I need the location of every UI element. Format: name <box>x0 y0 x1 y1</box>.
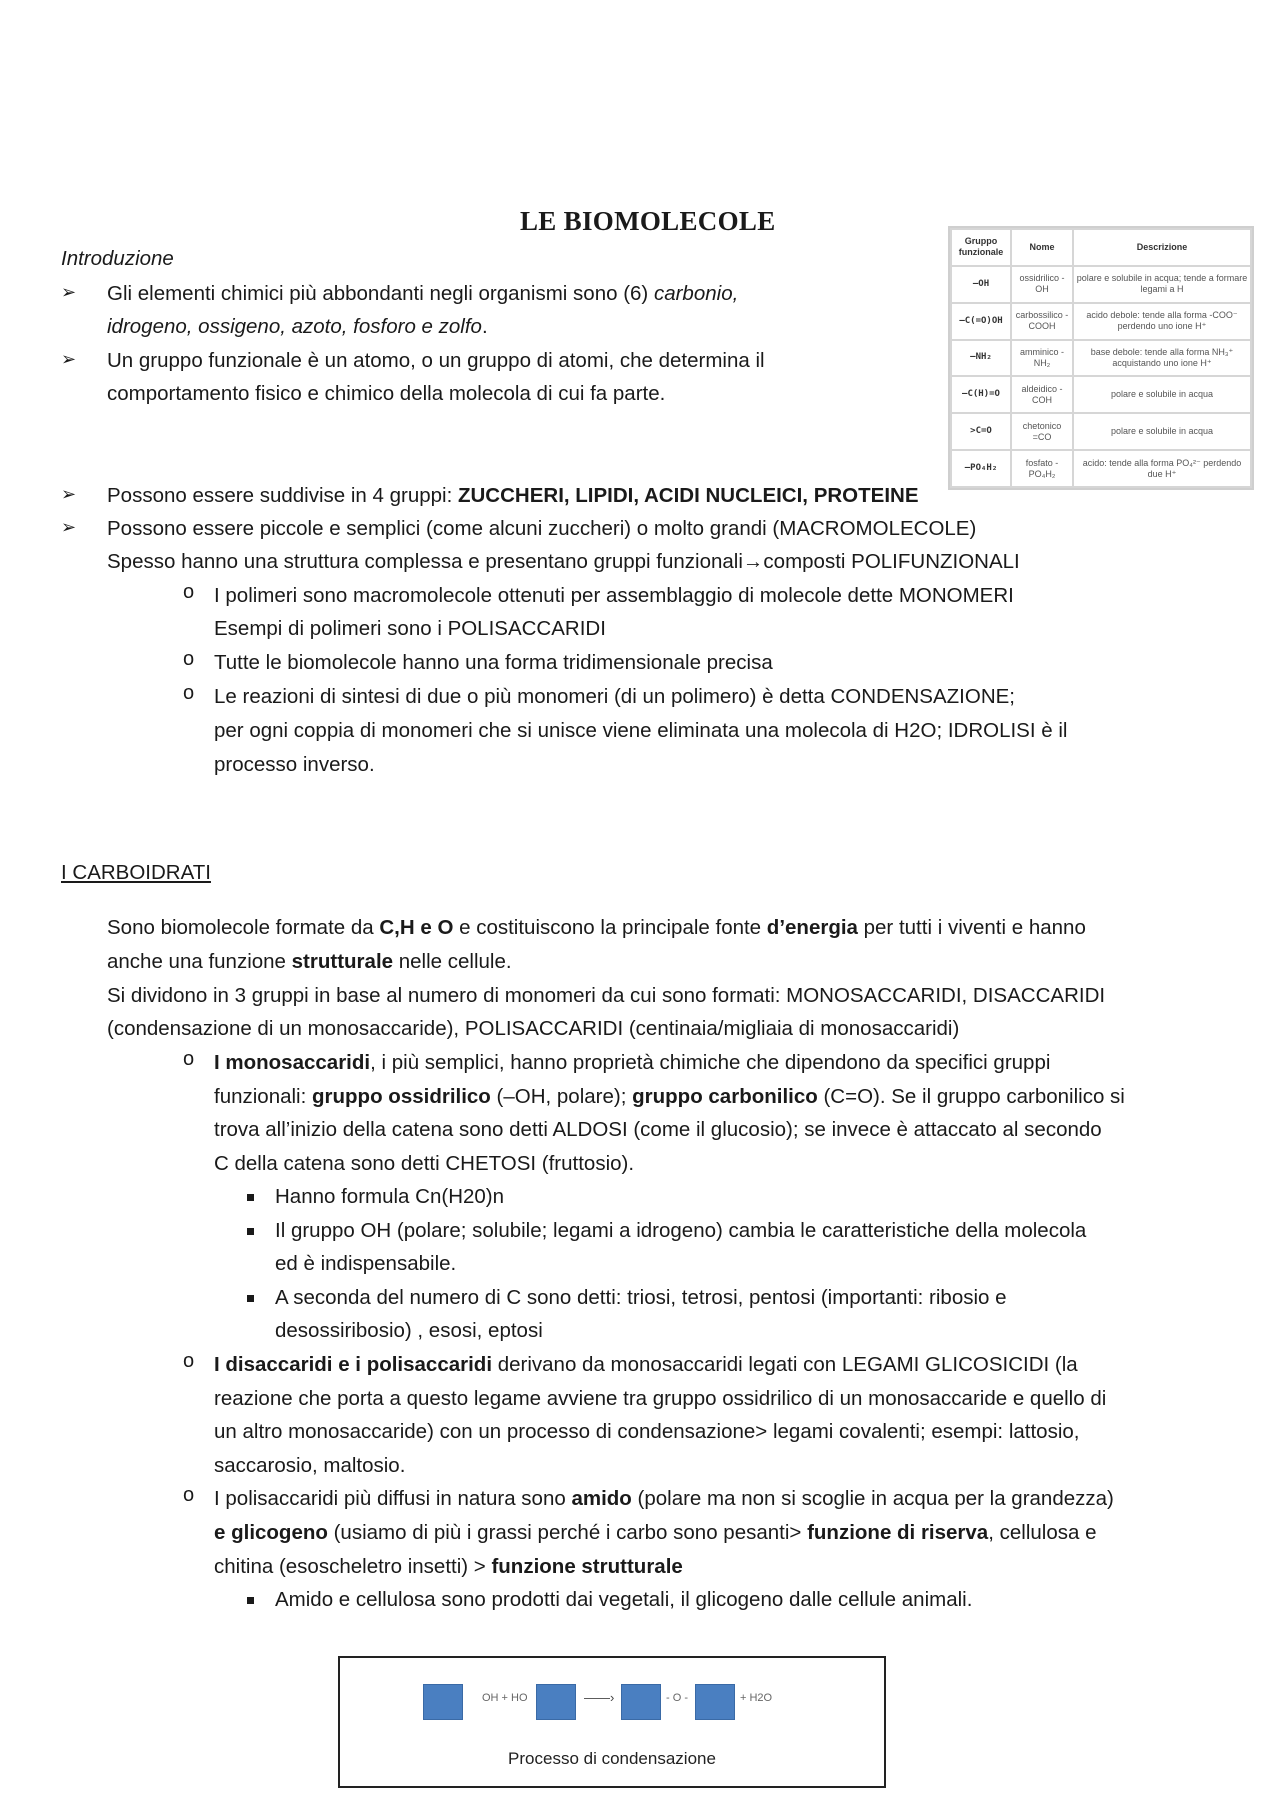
right-arrow-icon: → <box>742 550 764 573</box>
monomer-square <box>536 1684 576 1720</box>
polisaccaridi-subpoint: Amido e cellulosa sono prodotti dai vegetali, il glicogeno dalle cellule animali. <box>275 1588 973 1611</box>
monosaccaridi-subpoint-cont: ed è indispensabile. <box>275 1252 457 1275</box>
functional-groups-table <box>948 226 1254 490</box>
text-span: gruppo ossidrilico <box>312 1085 491 1108</box>
groups-sub-3-cont: processo inverso. <box>214 753 375 776</box>
monosaccaridi-line: C della catena sono detti CHETOSI (fruttosio). <box>214 1152 635 1175</box>
text-span: gruppo carbonilico <box>632 1085 818 1108</box>
groups-sub-1: I polimeri sono macromolecole ottenuti per assemblaggio di molecole dette MONOMERI <box>214 584 1014 607</box>
arrow-bullet-icon: ➢ <box>61 484 77 504</box>
table-cell-description: acido: tende alla forma PO₄²⁻ perdendo due H⁺ <box>1073 450 1251 487</box>
diagram-label-o-bond: - O - <box>666 1692 688 1704</box>
disaccaridi-line: reazione che porta a questo legame avviene tra gruppo ossidrilico di un monosaccaride e quello di <box>214 1387 1107 1410</box>
monosaccaridi-subpoint: A seconda del numero di C sono detti: triosi, tetrosi, pentosi (importanti: ribosio e <box>275 1286 1007 1309</box>
intro-bullet-1-cont <box>107 312 488 342</box>
table-cell-name: amminico - NH₂ <box>1011 340 1073 377</box>
table-header-cell: Gruppo funzionale <box>951 229 1011 266</box>
monosaccaridi-subpoint: Hanno formula Cn(H20)n <box>275 1185 505 1208</box>
table-cell-description: acido debole: tende alla forma -COO⁻ perdendo uno ione H⁺ <box>1073 303 1251 340</box>
groups-sub-2: Tutte le biomolecole hanno una forma tridimensionale precisa <box>214 651 773 674</box>
polisaccaridi-line <box>214 1552 683 1582</box>
table-cell-formula: —NH₂ <box>951 340 1011 377</box>
table-cell-formula: —PO₄H₂ <box>951 450 1011 487</box>
monosaccaridi-subpoint: Il gruppo OH (polare; solubile; legami a idrogeno) cambia le caratteristiche della molecola <box>275 1219 1087 1242</box>
groups-line-polifunzionali <box>107 547 1020 577</box>
text-span: Possono essere suddivise in 4 gruppi: <box>107 484 458 507</box>
table-row <box>951 376 1251 413</box>
text-span: carbonio, <box>653 282 739 305</box>
table-cell-description: base debole: tende alla forma NH₃⁺ acquistando uno ione H⁺ <box>1073 340 1251 377</box>
text-span: , i più semplici, hanno proprietà chimiche che dipendono da specifici gruppi <box>370 1051 1051 1074</box>
table-row <box>951 266 1251 303</box>
text-span: funzionali: <box>214 1085 313 1108</box>
groups-sub-3: Le reazioni di sintesi di due o più monomeri (di un polimero) è detta CONDENSAZIONE; <box>214 685 1015 708</box>
text-span: anche una funzione <box>107 950 292 973</box>
polisaccaridi-line <box>214 1484 1114 1514</box>
disaccaridi-line <box>214 1350 1078 1380</box>
text-span: funzione strutturale <box>491 1555 683 1578</box>
diagram-label-oh-ho: OH + HO <box>482 1692 528 1704</box>
table-cell-formula: —OH <box>951 266 1011 303</box>
text-span: (polare ma non si scoglie in acqua per la grandezza) <box>631 1487 1114 1510</box>
monomer-square <box>423 1684 463 1720</box>
table-row <box>951 340 1251 377</box>
table-row <box>951 413 1251 450</box>
text-span: I monosaccaridi <box>214 1051 371 1074</box>
condensation-diagram <box>338 1656 886 1788</box>
square-bullet-icon <box>247 1228 254 1235</box>
arrow-bullet-icon: ➢ <box>61 517 77 537</box>
table-cell-formula: —C(H)=O <box>951 376 1011 413</box>
intro-bullet-2: Un gruppo funzionale è un atomo, o un gruppo di atomi, che determina il <box>107 349 765 372</box>
text-span: Sono biomolecole formate da <box>107 916 380 939</box>
table-cell-description: polare e solubile in acqua <box>1073 376 1251 413</box>
text-span: composti POLIFUNZIONALI <box>763 550 1020 573</box>
text-span: e glicogeno <box>214 1521 328 1544</box>
text-span: strutturale <box>291 950 394 973</box>
carbo-paragraph: (condensazione di un monosaccaride), POLISACCARIDI (centinaia/migliaia di monosaccaridi) <box>107 1017 960 1040</box>
circle-bullet-icon: o <box>183 1484 195 1506</box>
circle-bullet-icon: o <box>183 648 195 670</box>
groups-sub-1-cont: Esempi di polimeri sono i POLISACCARIDI <box>214 617 606 640</box>
text-span: nelle cellule. <box>393 950 512 973</box>
text-span: ZUCCHERI, LIPIDI, ACIDI NUCLEICI, PROTEINE <box>457 484 919 507</box>
groups-sub-3-cont: per ogni coppia di monomeri che si unisce viene eliminata una molecola di H2O; IDROLISI è il <box>214 719 1068 742</box>
intro-bullet-2-cont: comportamento fisico e chimico della molecola di cui fa parte. <box>107 382 666 405</box>
table-row <box>951 450 1251 487</box>
table-header-cell: Descrizione <box>1073 229 1251 266</box>
text-span: Spesso hanno una struttura complessa e presentano gruppi funzionali <box>107 550 743 573</box>
carbo-paragraph <box>107 947 512 977</box>
text-span: funzione di riserva <box>807 1521 989 1544</box>
carbo-paragraph: Si dividono in 3 gruppi in base al numero di monomeri da cui sono formati: MONOSACCARIDI, DISACCARIDI <box>107 984 1106 1007</box>
monomer-square <box>695 1684 735 1720</box>
groups-bullet-2: Possono essere piccole e semplici (come alcuni zuccheri) o molto grandi (MACROMOLECOLE) <box>107 517 977 540</box>
text-span: idrogeno, ossigeno, azoto, fosforo e zolfo <box>107 315 482 338</box>
polisaccaridi-line <box>214 1518 1096 1548</box>
table-cell-name: ossidrilico - OH <box>1011 266 1073 303</box>
circle-bullet-icon: o <box>183 682 195 704</box>
section-heading-carboidrati: I CARBOIDRATI <box>61 861 211 884</box>
diagram-caption: Processo di condensazione <box>508 1749 716 1768</box>
text-span: (usiamo di più i grassi perché i carbo sono pesanti> <box>327 1521 808 1544</box>
text-span: Gli elementi chimici più abbondanti negli organismi sono (6) <box>107 282 654 305</box>
text-span: , cellulosa e <box>988 1521 1097 1544</box>
square-bullet-icon <box>247 1194 254 1201</box>
reaction-arrow-icon: ——› <box>584 1690 615 1705</box>
circle-bullet-icon: o <box>183 1048 195 1070</box>
table-row <box>951 303 1251 340</box>
monomer-square <box>621 1684 661 1720</box>
diagram-label-h2o: + H2O <box>740 1692 773 1704</box>
monosaccaridi-line <box>214 1048 1050 1078</box>
table-cell-name: carbossilico -COOH <box>1011 303 1073 340</box>
monosaccaridi-line: trova all’inizio della catena sono detti ALDOSI (come il glucosio); se invece è attaccato al secondo <box>214 1118 1102 1141</box>
monosaccaridi-line <box>214 1082 1125 1112</box>
table-cell-description: polare e solubile in acqua; tende a formare legami a H <box>1073 266 1251 303</box>
square-bullet-icon <box>247 1295 254 1302</box>
arrow-bullet-icon: ➢ <box>61 349 77 369</box>
text-span: per tutti i viventi e hanno <box>857 916 1086 939</box>
groups-bullet-1 <box>107 481 919 511</box>
table-cell-name: aldeidico - COH <box>1011 376 1073 413</box>
text-span: amido <box>571 1487 632 1510</box>
text-span: I polisaccaridi più diffusi in natura sono <box>214 1487 572 1510</box>
text-span: d’energia <box>766 916 858 939</box>
page-title: LE BIOMOLECOLE <box>520 206 776 236</box>
text-span: derivano da monosaccaridi legati con LEGAMI GLICOSICIDI (la <box>492 1353 1078 1376</box>
carbo-paragraph <box>107 913 1086 943</box>
text-span: . <box>481 315 488 338</box>
text-span: (–OH, polare); <box>490 1085 633 1108</box>
table-cell-name: chetonico =CO <box>1011 413 1073 450</box>
square-bullet-icon <box>247 1597 254 1604</box>
table-cell-description: polare e solubile in acqua <box>1073 413 1251 450</box>
intro-bullet-1 <box>107 279 738 309</box>
arrow-bullet-icon: ➢ <box>61 282 77 302</box>
table-header-row <box>951 229 1251 266</box>
monosaccaridi-subpoint-cont: desossiribosio) , esosi, eptosi <box>275 1319 543 1342</box>
table-header-cell: Nome <box>1011 229 1073 266</box>
text-span: C,H e O <box>379 916 454 939</box>
text-span: (C=O). Se il gruppo carbonilico si <box>817 1085 1125 1108</box>
table-cell-name: fosfato - PO₄H₂ <box>1011 450 1073 487</box>
intro-heading: Introduzione <box>61 247 174 270</box>
table-cell-formula: —C(=O)OH <box>951 303 1011 340</box>
table-cell-formula: >C=O <box>951 413 1011 450</box>
circle-bullet-icon: o <box>183 1350 195 1372</box>
disaccaridi-line: un altro monosaccaride) con un processo di condensazione> legami covalenti; esempi: lattosio, <box>214 1420 1080 1443</box>
circle-bullet-icon: o <box>183 581 195 603</box>
text-span: I disaccaridi e i polisaccaridi <box>214 1353 493 1376</box>
disaccaridi-line: saccarosio, maltosio. <box>214 1454 406 1477</box>
text-span: e costituiscono la principale fonte <box>453 916 767 939</box>
text-span: chitina (esoscheletro insetti) > <box>214 1555 492 1578</box>
